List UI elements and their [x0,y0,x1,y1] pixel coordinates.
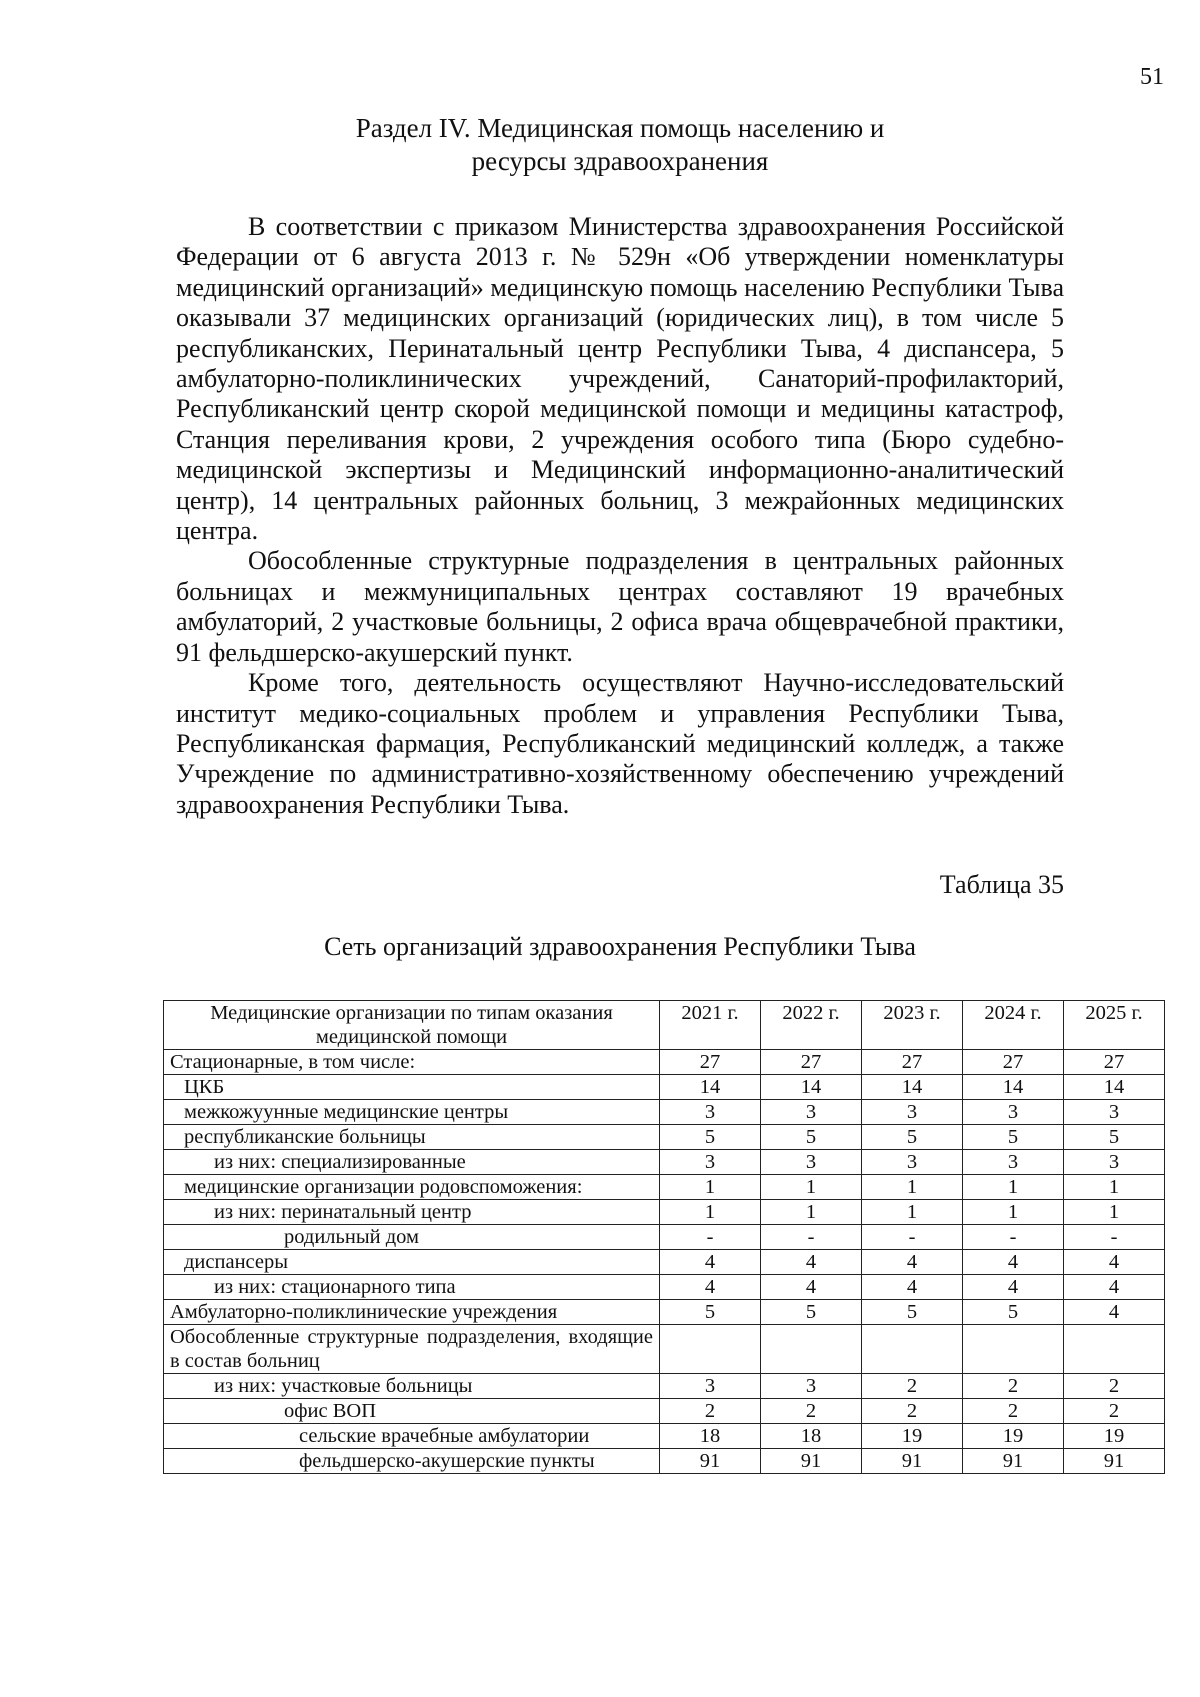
row-value: 3 [660,1150,761,1175]
row-value: 4 [761,1275,862,1300]
row-label: сельские врачебные амбулатории [164,1424,660,1449]
row-value: 14 [660,1075,761,1100]
table-row [164,1200,1165,1225]
row-label: фельдшерско-акушерские пункты [164,1449,660,1474]
table-row [164,1100,1165,1125]
table-row [164,1225,1165,1250]
row-value [963,1325,1064,1374]
header-year: 2025 г. [1064,1001,1165,1050]
row-value: 4 [963,1275,1064,1300]
table-title: Сеть организаций здравоохранения Республики Тыва [324,932,916,961]
row-value: 19 [963,1424,1064,1449]
row-value: 18 [660,1424,761,1449]
paragraph: В соответствии с приказом Министерства здравоохранения Российской Федерации от 6 августа 2013 г. № 529н «Об утверждении номенклатуры медицинский организаций» медицинскую помощь населению Республики Тыва оказывали 37 медицинских организаций (юридических лиц), в том числе 5 республиканских, Перинатальный центр Республики Тыва, 4 диспансера, 5 амбулаторно-поликлинических учреждений, Санаторий-профилакторий, Республиканский центр скорой медицинской помощи и медицины катастроф, Станция переливания крови, 2 учреждения особого типа (Бюро судебно-медицинской экспертизы и Медицинский информационно-аналитический центр), 14 центральных районных больниц, 3 межрайонных медицинских центра. [176,212,1064,546]
row-value: 4 [1064,1250,1165,1275]
row-value: 3 [660,1100,761,1125]
row-value: 1 [660,1200,761,1225]
row-value [1064,1325,1165,1374]
row-value: 27 [963,1050,1064,1075]
section-title [180,112,1060,178]
row-value: 3 [761,1150,862,1175]
row-value: 27 [761,1050,862,1075]
row-value: 5 [963,1300,1064,1325]
header-year: 2023 г. [862,1001,963,1050]
body-text [176,212,1064,820]
row-label: ЦКБ [164,1075,660,1100]
row-label: из них: специализированные [164,1150,660,1175]
row-value: - [761,1225,862,1250]
table-row [164,1374,1165,1399]
table-row [164,1449,1165,1474]
row-value: 3 [660,1374,761,1399]
row-value: 1 [862,1175,963,1200]
row-value: 3 [761,1100,862,1125]
row-value: 27 [1064,1050,1165,1075]
row-value: 91 [1064,1449,1165,1474]
row-value: 5 [862,1300,963,1325]
header-organization-type: Медицинские организации по типам оказания медицинской помощи [164,1001,660,1050]
row-value: 91 [660,1449,761,1474]
section-title-line-2: ресурсы здравоохранения [471,146,769,176]
row-label: из них: перинатальный центр [164,1200,660,1225]
row-value: - [963,1225,1064,1250]
table-row [164,1075,1165,1100]
row-value: 14 [963,1075,1064,1100]
header-year: 2022 г. [761,1001,862,1050]
table-row [164,1300,1165,1325]
header-year: 2021 г. [660,1001,761,1050]
row-value: 91 [862,1449,963,1474]
row-value: 4 [963,1250,1064,1275]
row-label: из них: стационарного типа [164,1275,660,1300]
row-value: 4 [862,1275,963,1300]
table-label: Таблица 35 [939,870,1064,899]
row-value: 19 [1064,1424,1165,1449]
row-value: 3 [862,1100,963,1125]
row-value: 14 [761,1075,862,1100]
row-value: 91 [963,1449,1064,1474]
row-value: 5 [1064,1125,1165,1150]
row-value: 14 [862,1075,963,1100]
row-value: - [660,1225,761,1250]
row-value: 18 [761,1424,862,1449]
table-row [164,1399,1165,1424]
row-value: 4 [862,1250,963,1275]
table-row [164,1275,1165,1300]
row-value: 2 [761,1399,862,1424]
table-row [164,1424,1165,1449]
table-row [164,1050,1165,1075]
row-label: Обособленные структурные подразделения, входящие в состав больниц [164,1325,660,1374]
row-value: 5 [660,1125,761,1150]
table-header-row [164,1001,1165,1050]
row-value: 5 [761,1125,862,1150]
row-value: 27 [862,1050,963,1075]
row-value [761,1325,862,1374]
row-value: 3 [1064,1150,1165,1175]
row-value: 1 [761,1200,862,1225]
row-value: 4 [660,1250,761,1275]
row-value: 2 [1064,1374,1165,1399]
row-value: 1 [862,1200,963,1225]
row-value: 5 [862,1125,963,1150]
row-label: диспансеры [164,1250,660,1275]
row-value: 1 [1064,1200,1165,1225]
row-value: 3 [1064,1100,1165,1125]
row-value: 3 [862,1150,963,1175]
row-value: 2 [1064,1399,1165,1424]
row-value: 27 [660,1050,761,1075]
row-value: - [862,1225,963,1250]
row-value: 2 [963,1374,1064,1399]
table-row [164,1125,1165,1150]
paragraph: Кроме того, деятельность осуществляют Научно-исследовательский институт медико-социальных проблем и управления Республики Тыва, Республиканская фармация, Республиканский медицинский колледж, а также Учреждение по административно-хозяйственному обеспечению учреждений здравоохранения Республики Тыва. [176,668,1064,819]
page-number: 51 [1140,64,1164,90]
row-label: республиканские больницы [164,1125,660,1150]
row-label: родильный дом [164,1225,660,1250]
row-label: Стационарные, в том числе: [164,1050,660,1075]
row-value: 2 [660,1399,761,1424]
row-value: 2 [862,1399,963,1424]
row-value: 4 [761,1250,862,1275]
header-year: 2024 г. [963,1001,1064,1050]
paragraph: Обособленные структурные подразделения в центральных районных больницах и межмуниципальных центрах составляют 19 врачебных амбулаторий, 2 участковые больницы, 2 офиса врача общеврачебной практики, 91 фельдшерско-акушерский пункт. [176,546,1064,667]
row-label: медицинские организации родовспоможения: [164,1175,660,1200]
row-value: 1 [1064,1175,1165,1200]
row-value [660,1325,761,1374]
row-label: межкожуунные медицинские центры [164,1100,660,1125]
row-value: 5 [761,1300,862,1325]
row-value: 1 [963,1175,1064,1200]
row-label: Амбулаторно-поликлинические учреждения [164,1300,660,1325]
row-value: 2 [963,1399,1064,1424]
organizations-table [163,1000,1165,1474]
row-value: 5 [660,1300,761,1325]
row-value: 1 [761,1175,862,1200]
row-label: офис ВОП [164,1399,660,1424]
row-value: 3 [761,1374,862,1399]
row-value: 91 [761,1449,862,1474]
row-value: 1 [963,1200,1064,1225]
section-title-line-1: Раздел IV. Медицинская помощь населению и [355,113,885,143]
row-value: 1 [660,1175,761,1200]
row-value: 4 [1064,1275,1165,1300]
table-row [164,1150,1165,1175]
row-value: 3 [963,1150,1064,1175]
row-value: 19 [862,1424,963,1449]
row-value: 14 [1064,1075,1165,1100]
row-value: - [1064,1225,1165,1250]
table-row [164,1175,1165,1200]
row-value: 2 [862,1374,963,1399]
row-value: 4 [660,1275,761,1300]
row-label: из них: участковые больницы [164,1374,660,1399]
table-row [164,1325,1165,1374]
table-body [164,1050,1165,1474]
row-value: 5 [963,1125,1064,1150]
row-value: 3 [963,1100,1064,1125]
row-value: 4 [1064,1300,1165,1325]
table-row [164,1250,1165,1275]
row-value [862,1325,963,1374]
